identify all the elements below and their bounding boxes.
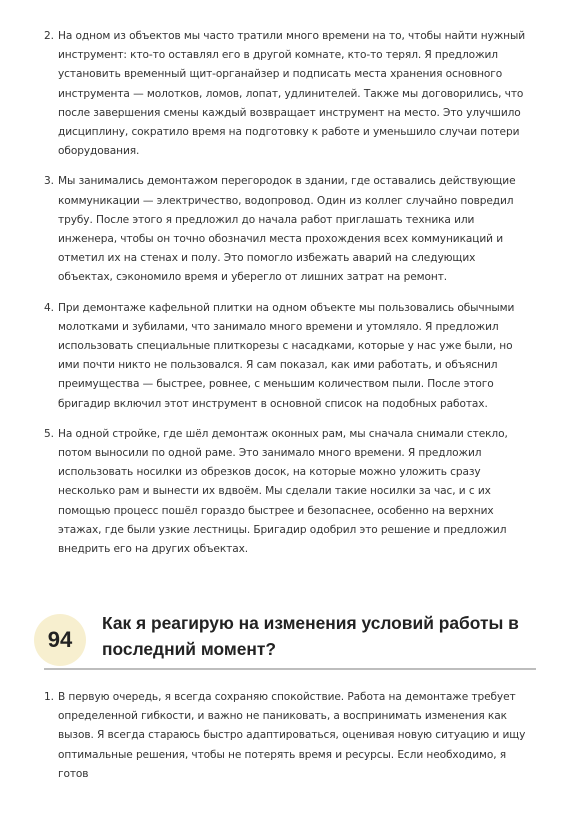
- list-item-text: В первую очередь, я всегда сохраняю спокойствие. Работа на демонтаже требует определенной гибкости, и важно не паниковать, а воспринимать изменения как вызов. Я всегда стараюсь быстро адаптироваться, оценивая новую ситуацию и ищу оптимальные решения, чтобы не потерять время и ресурсы. Если необходимо, я готов: [58, 691, 526, 780]
- list-item-number: 4.: [44, 301, 54, 314]
- question-number-badge: [34, 614, 86, 666]
- list-item-number: 2.: [44, 30, 54, 42]
- list-item: [44, 27, 530, 161]
- question-number: 94: [47, 627, 73, 652]
- list-item-number: 3.: [44, 175, 54, 188]
- answer-list-top: [44, 27, 530, 570]
- list-item-number: 5.: [44, 427, 54, 440]
- answer-list-bottom: [44, 688, 530, 795]
- list-item-text: Мы занимались демонтажом перегородок в здании, где оставались действующие коммуникации — электричество, водопровод. Один из коллег случайно повредил трубу. После этого я предложил до начала работ приглашать техника или инженера, чтобы он точно обозначил места прохождения всех коммуникаций и отметил их на стенах и полу. Это помогло избежать аварий на следующих объектах, сэкономило время и уберегло от лишних затрат на ремонт.: [58, 175, 516, 284]
- question-title: Как я реагирую на изменения условий работы в последний момент?: [102, 613, 519, 659]
- list-item-number: 1.: [44, 691, 54, 703]
- list-item-text: На одном из объектов мы часто тратили много времени на то, чтобы найти нужный инструмент: кто-то оставлял его в другой комнате, кто-то терял. Я предложил установить временный щит-органайзер и подписать места хранения основного инструмента — молотков, ломов, лопат, удлинителей. Также мы договорились, что после завершения смены каждый возвращает инструмент на место. Это улучшило дисциплину, сократило время на подготовку к работе и уменьшило случаи потери оборудования.: [58, 30, 526, 158]
- list-item-text: На одной стройке, где шёл демонтаж оконных рам, мы сначала снимали стекло, потом выносили по одной раме. Это занимало много времени. Я предложил использовать носилки из обрезков досок, на которые можно уложить сразу несколько рам и вынести их вдвоём. Мы сделали такие носилки за час, и с их помощью процесс пошёл гораздо быстрее и безопаснее, особенно на верхних этажах, где были узкие лестницы. Бригадир одобрил это решение и предложил внедрить его на других объектах.: [58, 427, 508, 556]
- list-item: [44, 172, 530, 287]
- list-item: [44, 688, 530, 784]
- list-item: [44, 425, 530, 559]
- list-item: [44, 299, 530, 414]
- list-item-text: При демонтаже кафельной плитки на одном объекте мы пользовались обычными молотками и зубилами, что занимало много времени и утомляло. Я предложил использовать специальные плиткорезы с насадками, которые у нас уже были, но ими почти никто не пользовался. Я сам показал, как ими работать, и объяснил преимущества — быстрее, ровнее, с меньшим количеством пыли. После этого бригадир включил этот инструмент в основной список на подобных работах.: [58, 301, 515, 410]
- section-divider: [44, 668, 536, 670]
